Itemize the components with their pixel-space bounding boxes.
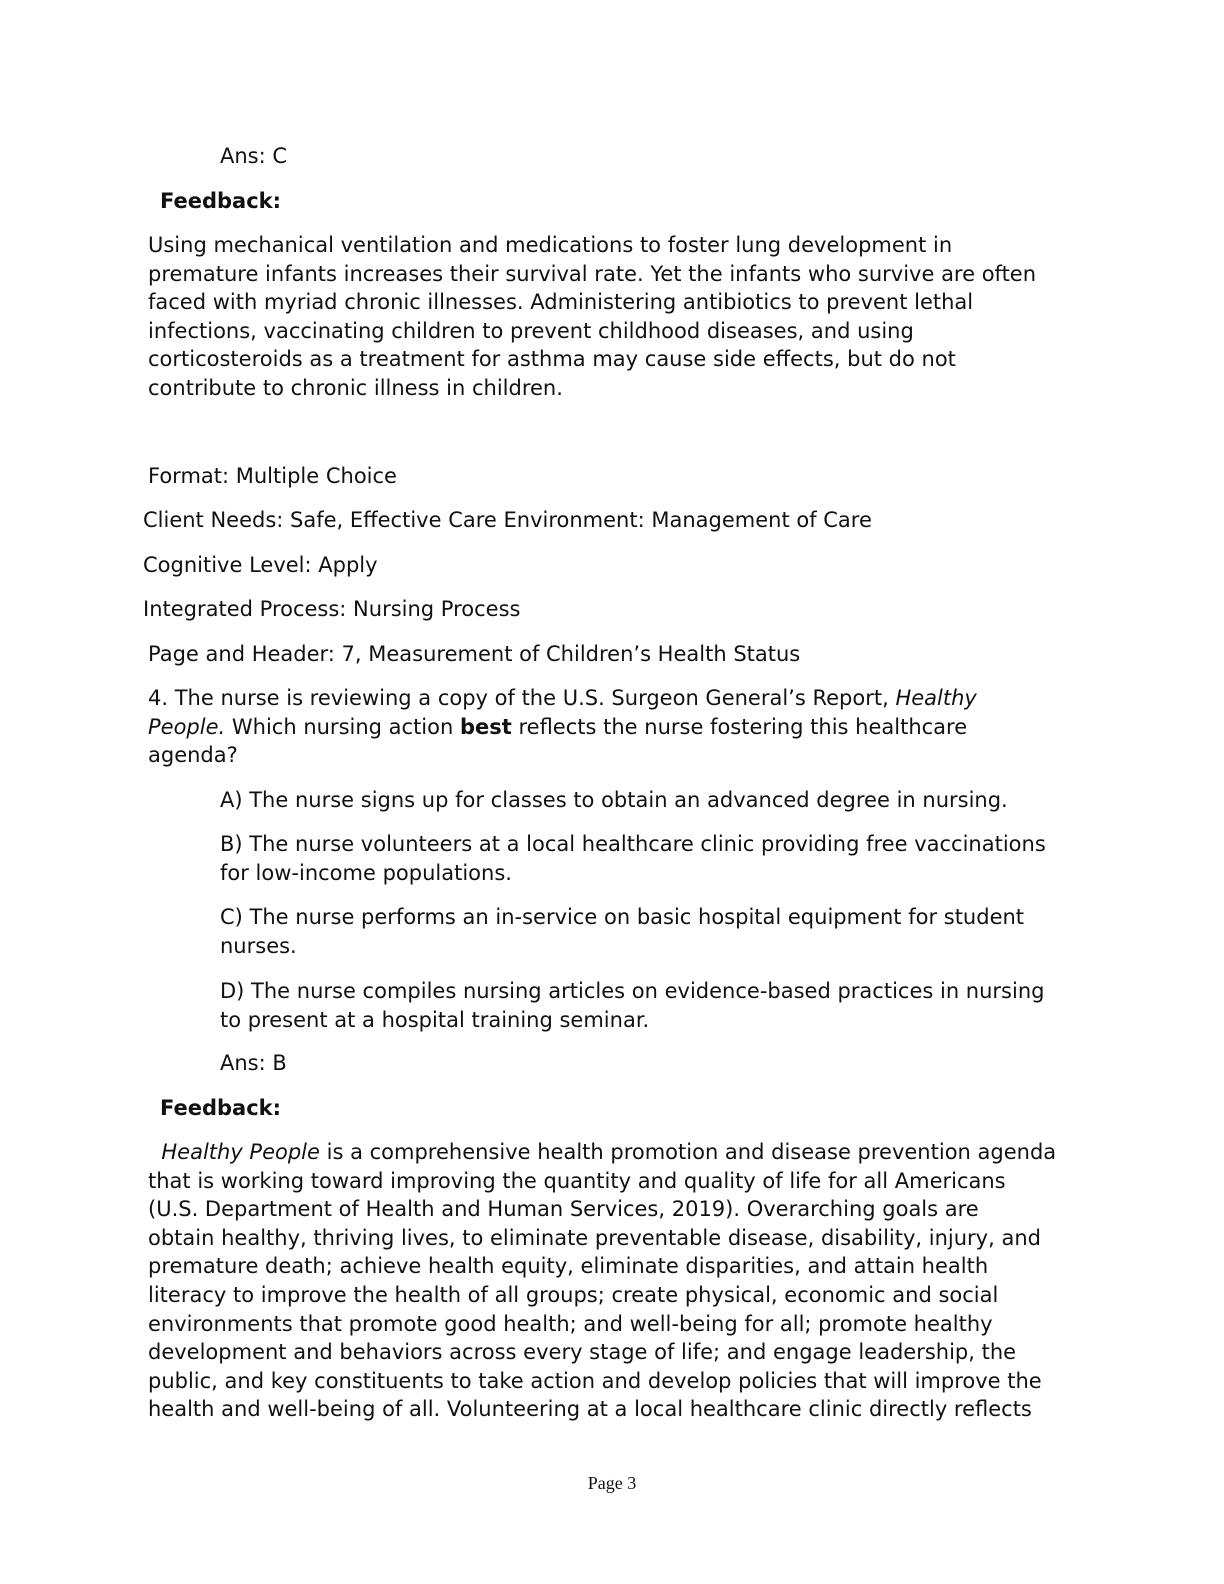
page-number: Page 3 <box>587 1473 637 1493</box>
format-line: Format: Multiple Choice <box>148 464 397 488</box>
q4-stem-part3: reflects the nurse fostering this healthcare <box>511 714 968 739</box>
page-header-line: Page and Header: 7, Measurement of Children’s Health Status <box>148 642 801 666</box>
q3-feedback-text: Using mechanical ventilation and medications to foster lung development in premature infants increases their survival rate. Yet the infants who survive are often faced with myriad chronic illnesses. Administering antibiotics to prevent lethal infections, vaccinating children to prevent childhood diseases, and using corticosteroids as a treatment for asthma may cause side effects, but do not contribute to chronic illness in children. <box>148 233 1037 400</box>
client-needs-line: Client Needs: Safe, Effective Care Environment: Management of Care <box>143 508 872 532</box>
q3-answer: Ans: C <box>220 144 288 168</box>
q4-stem-italic2: People. <box>148 714 226 739</box>
q4-stem-part4: agenda? <box>148 743 238 768</box>
q4-option-c: C) The nurse performs an in-service on basic hospital equipment for student nurses. <box>220 905 1025 958</box>
q4-stem <box>148 684 977 770</box>
q4-stem-bold: best <box>459 714 512 739</box>
q4-stem-part1: 4. The nurse is reviewing a copy of the U.S. Surgeon General’s Report, <box>148 686 896 710</box>
q4-feedback-text <box>148 1138 1056 1424</box>
q4-feedback-italic: Healthy People <box>161 1140 320 1164</box>
q4-option-d: D) The nurse compiles nursing articles on evidence-based practices in nursing to present at a hospital training seminar. <box>220 979 1045 1032</box>
q4-stem-italic1: Healthy <box>895 686 977 710</box>
q4-feedback-label: Feedback: <box>160 1096 282 1120</box>
q4-option-a: A) The nurse signs up for classes to obtain an advanced degree in nursing. <box>220 788 1008 812</box>
q3-feedback-label: Feedback: <box>160 189 282 213</box>
integrated-process-line: Integrated Process: Nursing Process <box>143 597 521 621</box>
q4-option-b: B) The nurse volunteers at a local healthcare clinic providing free vaccinations for low-income populations. <box>220 832 1046 885</box>
q4-feedback-body: is a comprehensive health promotion and disease prevention agenda that is working toward improving the quantity and quality of life for all Americans (U.S. Department of Health and Human Services, 2019). Overarching goals are obtain healthy, thriving lives, to eliminate preventable disease, disability, injury, and premature death; achieve health equity, eliminate disparities, and attain health literacy to improve the health of all groups; create physical, economic and social environments that promote good health; and well-being for all; promote healthy development and behaviors across every stage of life; and engage leadership, the public, and key constituents to take action and develop policies that will improve the health and well-being of all. Volunteering at a local healthcare clinic directly reflects <box>148 1140 1057 1422</box>
q4-stem-part2: Which nursing action <box>225 714 460 739</box>
q4-answer: Ans: B <box>220 1051 287 1075</box>
cognitive-level-line: Cognitive Level: Apply <box>143 553 378 577</box>
